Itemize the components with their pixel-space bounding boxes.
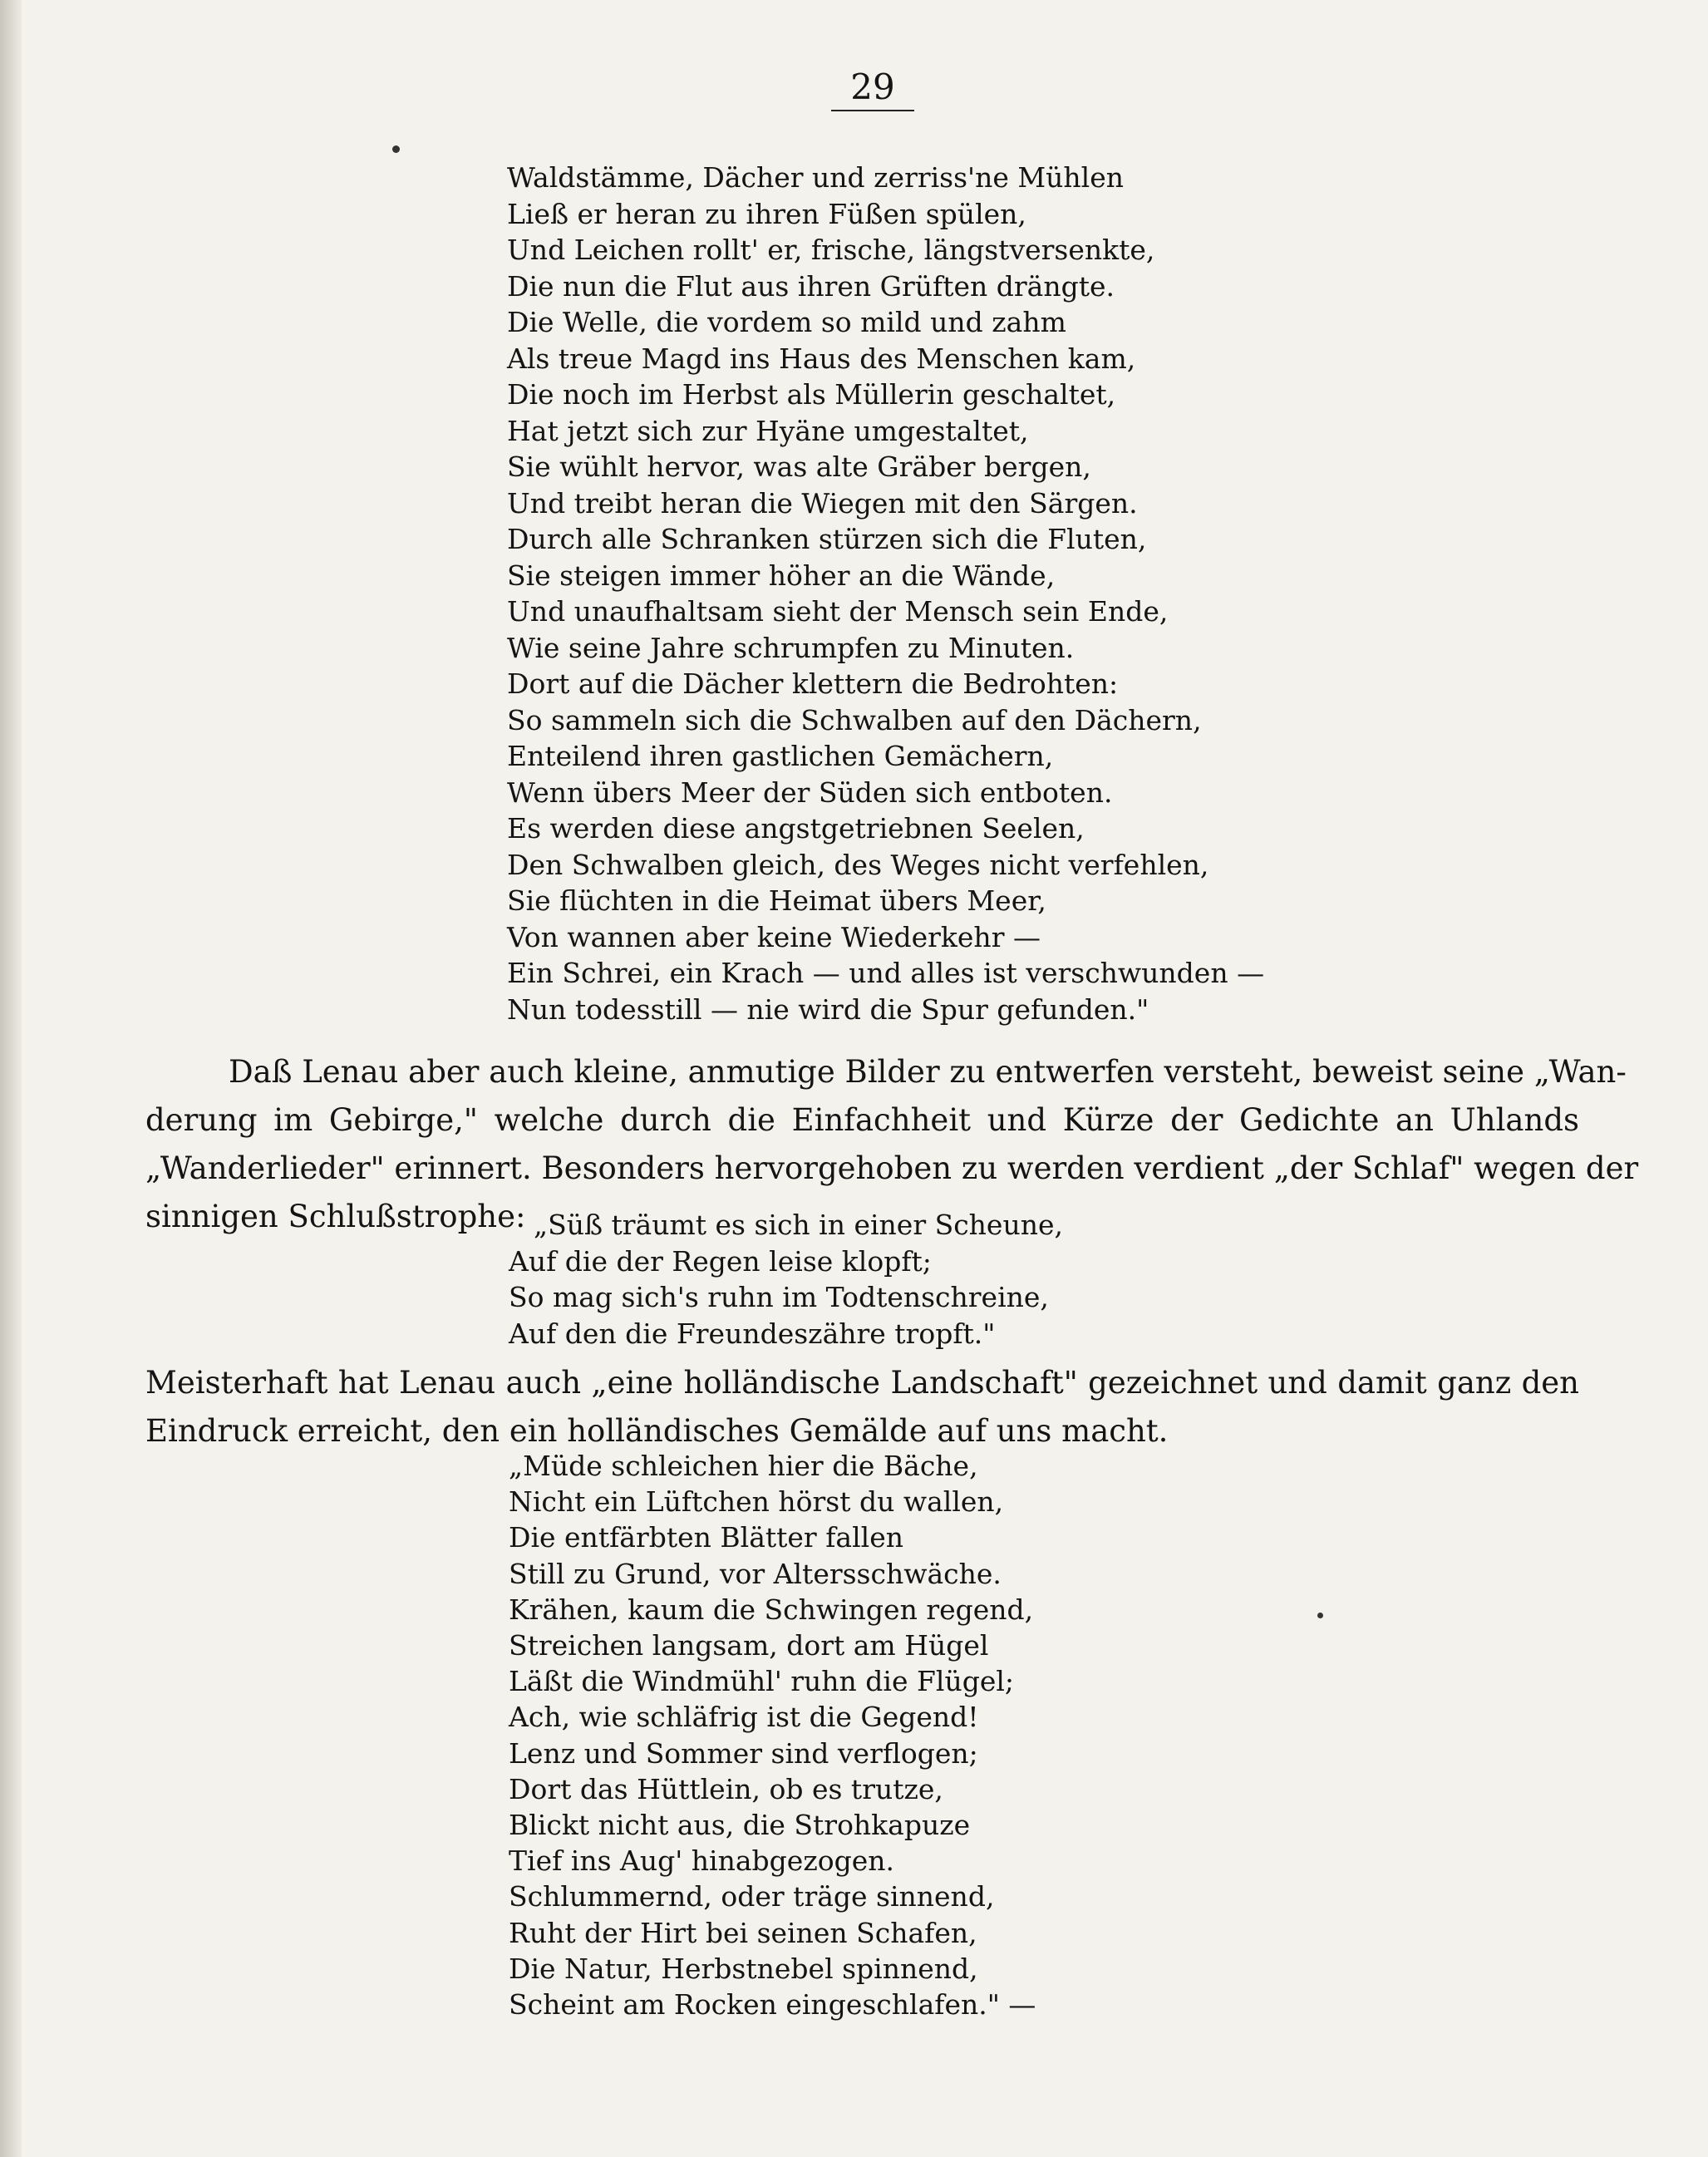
verse-line: Wenn übers Meer der Süden sich entboten. (507, 776, 1113, 809)
verse-line: Ruht der Hirt bei seinen Schafen, (509, 1916, 977, 1949)
verse-line: Nicht ein Lüftchen hörst du wallen, (509, 1485, 1004, 1519)
prose-line: Meisterhaft hat Lenau auch „eine holländische Landschaft" gezeichnet und damit ganz den (145, 1365, 1579, 1401)
ink-speck (1317, 1613, 1323, 1618)
verse-line: So mag sich's ruhn im Todtenschreine, (509, 1281, 1049, 1313)
verse-line: Die nun die Flut aus ihren Grüften drängte. (507, 269, 1115, 303)
ink-speck (392, 145, 400, 153)
verse-line: Die entfärbten Blätter fallen (509, 1521, 903, 1554)
verse-line: Krähen, kaum die Schwingen regend, (509, 1593, 1034, 1626)
verse-line: Und unaufhaltsam sieht der Mensch sein Ende, (507, 595, 1169, 628)
verse-line: Von wannen aber keine Wiederkehr — (507, 920, 1041, 953)
verse-line: „Müde schleichen hier die Bäche, (509, 1450, 978, 1482)
verse-line: Auf den die Freundeszähre tropft." (509, 1317, 996, 1350)
verse-line: Sie flüchten in die Heimat übers Meer, (507, 884, 1046, 917)
prose-line: Daß Lenau aber auch kleine, anmutige Bilder zu entwerfen versteht, beweist seine „Wan- (229, 1054, 1627, 1090)
verse-line: Läßt die Windmühl' ruhn die Flügel; (509, 1665, 1015, 1698)
verse-line: Lenz und Sommer sind verflogen; (509, 1736, 978, 1770)
verse-line: Als treue Magd ins Haus des Menschen kam, (507, 342, 1136, 375)
verse-line: Und treibt heran die Wiegen mit den Särgen. (507, 486, 1138, 520)
verse-line: Durch alle Schranken stürzen sich die Fluten, (507, 523, 1147, 555)
poem-flood-excerpt (507, 160, 1264, 1027)
verse-line: „Süß träumt es sich in einer Scheune, (534, 1209, 1063, 1241)
verse-line: Dort das Hüttlein, ob es trutze, (509, 1772, 943, 1805)
verse-line: Die noch im Herbst als Müllerin geschaltet, (507, 378, 1116, 411)
verse-line: Den Schwalben gleich, des Weges nicht verfehlen, (507, 848, 1209, 881)
verse-line: Nun todesstill — nie wird die Spur gefunden." (507, 992, 1149, 1026)
prose-line: sinnigen Schlußstrophe: (145, 1199, 526, 1234)
verse-line: Hat jetzt sich zur Hyäne umgestaltet, (507, 414, 1029, 447)
verse-line: Die Welle, die vordem so mild und zahm (507, 306, 1066, 338)
verse-line: Ließ er heran zu ihren Füßen spülen, (507, 197, 1026, 230)
poem-schlaf-strophe (509, 1207, 1063, 1352)
prose-line: „Wanderlieder" erinnert. Besonders hervorgehoben zu werden verdient „der Schlaf" wegen der (145, 1150, 1639, 1186)
verse-line: Still zu Grund, vor Altersschwäche. (509, 1557, 1002, 1590)
verse-line: Tief ins Aug' hinabgezogen. (509, 1844, 894, 1878)
verse-line: Ach, wie schläfrig ist die Gegend! (509, 1701, 979, 1734)
verse-line: Waldstämme, Dächer und zerriss'ne Mühlen (507, 161, 1125, 194)
verse-line: Streichen langsam, dort am Hügel (509, 1629, 989, 1662)
verse-line: Schlummernd, oder träge sinnend, (509, 1880, 995, 1913)
verse-line: Und Leichen rollt' er, frische, längstversenkte, (507, 234, 1155, 266)
verse-line: Blickt nicht aus, die Strohkapuze (509, 1809, 971, 1842)
prose-line: Eindruck erreicht, den ein holländisches Gemälde auf uns macht. (145, 1413, 1169, 1449)
verse-line: So sammeln sich die Schwalben auf den Dächern, (507, 703, 1202, 736)
verse-line: Scheint am Rocken eingeschlafen." — (509, 1988, 1036, 2022)
verse-line: Es werden diese angstgetriebnen Seelen, (507, 812, 1085, 845)
page-edge-shadow (0, 0, 22, 2157)
poem-hollaendische-landschaft (509, 1448, 1036, 2022)
verse-line: Sie steigen immer höher an die Wände, (507, 559, 1056, 592)
verse-line: Dort auf die Dächer klettern die Bedrohten: (507, 667, 1119, 700)
verse-line: Enteilend ihren gastlichen Gemächern, (507, 740, 1054, 772)
verse-line: Auf die der Regen leise klopft; (509, 1244, 932, 1278)
prose-line: derung im Gebirge," welche durch die Einfachheit und Kürze der Gedichte an Uhlands (145, 1102, 1579, 1138)
verse-line: Wie seine Jahre schrumpfen zu Minuten. (507, 631, 1075, 664)
verse-line: Ein Schrei, ein Krach — und alles ist verschwunden — (507, 957, 1265, 989)
page-number-rule (831, 110, 914, 111)
verse-line: Sie wühlt hervor, was alte Gräber bergen, (507, 451, 1091, 483)
verse-line: Die Natur, Herbstnebel spinnend, (509, 1952, 978, 1985)
page-number: 29 (850, 66, 895, 107)
